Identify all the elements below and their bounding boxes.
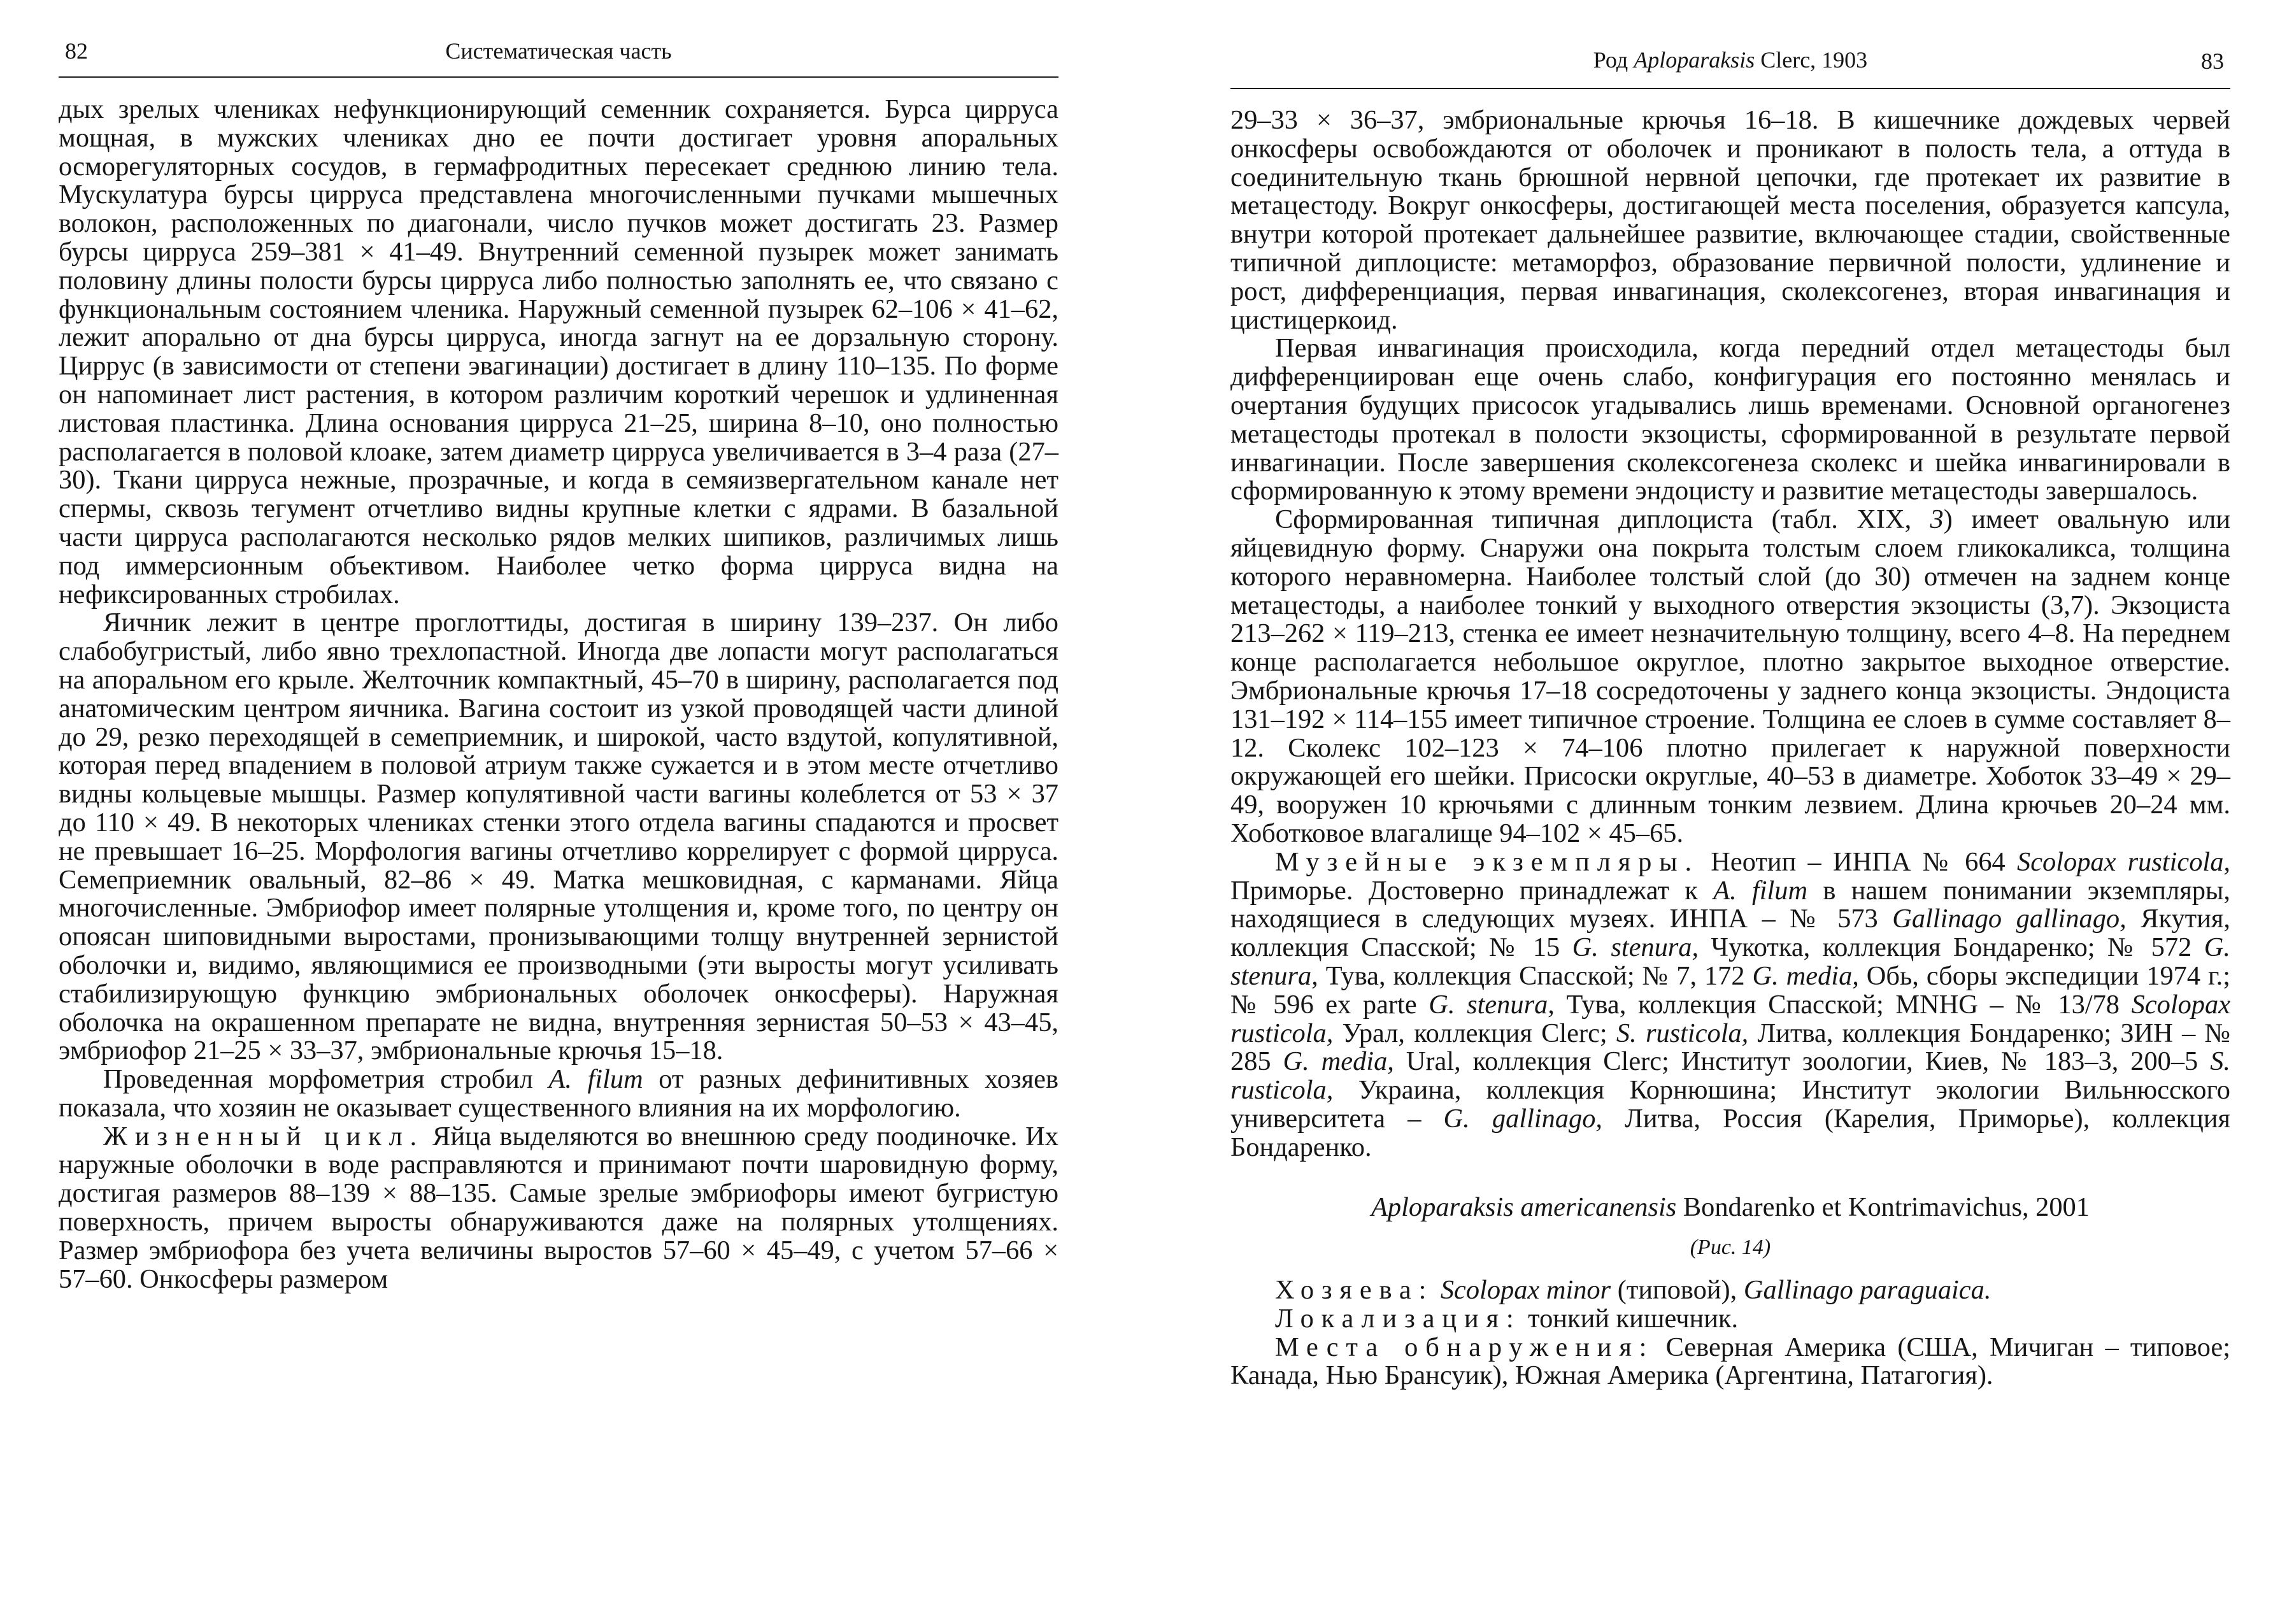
right-body-text bbox=[1230, 106, 2230, 1390]
museum-heading: Музейные экземпляры. bbox=[1275, 846, 1700, 877]
museum-text bbox=[1230, 847, 2230, 1162]
paragraph-development: 29–33 × 36–37, эмбриональные крючья 16–18. В кишечнике дождевых червей онкосферы освобождаются от оболочек и проникают в полость тела, а оттуда в соединительную ткань брюшной нервной цепочки, где протекает их развитие в метацестоду. Вокруг онкосферы, достигающей места поселения, образуется капсула, внутри которой протекает дальнейшее развитие, включающее стадии, свойственные типичной диплоцисте: метаморфоз, образование первичной полости, удлинение и рост, дифференциация, первая инвагинация, сколексогенез, вторая инвагинация и цистицеркоид. bbox=[1230, 105, 2230, 335]
figure-reference: (Рис. 14) bbox=[1690, 1236, 1771, 1260]
paragraph-morphometry bbox=[59, 1065, 1058, 1123]
text-run bbox=[1434, 1275, 1441, 1305]
text-run: Обь, сборы экспедиции 1974 г.; № 596 ex parte bbox=[1230, 960, 2230, 1020]
species-authority: Bondarenko et Kontrimavichus, 2001 bbox=[1676, 1192, 2090, 1223]
paragraph-localities bbox=[1230, 1334, 2230, 1391]
taxon-name: Scolopax minor bbox=[1440, 1275, 1611, 1306]
localities-heading: Места обнаружения: bbox=[1275, 1332, 1655, 1362]
localization-text: тонкий кишечник. bbox=[1521, 1303, 1739, 1334]
text-run: (типовой), bbox=[1611, 1275, 1744, 1306]
life-cycle-heading: Жизненный цикл. bbox=[103, 1121, 425, 1151]
species-heading bbox=[1230, 1193, 2230, 1222]
text-run: Якутия, коллекция Спасской; № 15 bbox=[1230, 904, 2230, 963]
paragraph-cirrus: дых зрелых члениках нефункционирующий семенник сохраняется. Бурса цирруса мощная, в мужских члениках дно ее почти достигает уровня апоральных осморегуляторных сосудов, в гермафродитных пересекает среднюю линию тела. Мускулатура бурсы цирруса представлена многочисленными пучками мышечных волокон, расположенных по диагонали, число пучков может достигать 23. Размер бурсы цирруса 259–381 × 41–49. Внутренний семенной пузырек может занимать половину длины полости бурсы цирруса либо полностью заполнять ее, что связано с функциональным состоянием членика. Наружный семенной пузырек 62–106 × 41–62, лежит апорально от дна бурсы цирруса, иногда загнут на ее дорзальную сторону. Циррус (в зависимости от степени эвагинации) достигает в длину 110–135. По форме он напоминает лист растения, в котором различим короткий черешок и удлиненная листовая пластинка. Длина основания цирруса 21–25, ширина 8–10, оно полностью располагается в половой клоаке, затем диаметр цирруса увеличивается в 3–4 раза (27–30). Ткани цирруса нежные, прозрачные, и когда в семяизвергательном канале нет спермы, сквозь тегумент отчетливо видны крупные клетки с ядрами. В базальной части цирруса располагаются несколько рядов мелких шипиков, различимых лишь под иммерсионным объективом. Наиболее четко форма цирруса видна на нефиксированных стробилах. bbox=[59, 94, 1058, 609]
text-run: Тува, коллекция Спасской; № 7, 172 bbox=[1318, 960, 1753, 991]
taxon-name: Gallinago gallinago, bbox=[1892, 904, 2127, 934]
localization-heading: Локализация: bbox=[1275, 1303, 1521, 1334]
left-header-rule bbox=[59, 76, 1058, 78]
paragraph-ovary: Яичник лежит в центре проглоттиды, достигая в ширину 139–237. Он либо слабобугристый, либо явно трехлопастной. Иногда две лопасти могут располагаться на апоральном его крыле. Желточник компактный, 45–70 в ширину, располагается под анатомическим центром яичника. Вагина состоит из узкой проводящей части длиной до 29, резко переходящей в семеприемник, и широкой, часто вздутой, копулятивной, которая перед впадением в половой атриум также сужается и в этом месте отчетливо видны кольцевые мышцы. Размер копулятивной части вагины колеблется от 53 × 37 до 110 × 49. В некоторых члениках стенки этого отдела вагины спадаются и просвет не превышает 16–25. Морфология вагины отчетливо коррелирует с формой цирруса. Семеприемник овальный, 82–86 × 49. Матка мешковидная, с карманами. Яйца многочисленные. Эмбриофор имеет полярные утолщения и, кроме того, по центру он опоясан шиповидными выростами, пронизывающими толщу внутренней зернистой оболочки и, видимо, являющимися ее производными (эти выросты могут усиливать стабилизирующую функцию эмбриональных оболочек онкосферы). Наружная оболочка на окрашенном препарате не видна, внутренняя зернистая 50–53 × 43–45, эмбриофор 21–25 × 33–37, эмбриональные крючья 15–18. bbox=[59, 608, 1058, 1066]
localities-text: Северная Америка (США, Мичиган – типовое; Канада, Нью Брансуик), Южная Америка (Аргентина, Патагогия). bbox=[1230, 1332, 2230, 1391]
taxon-name: Scolopax rusticola, bbox=[2017, 846, 2231, 877]
left-page bbox=[59, 0, 1058, 1624]
morphometry-text-1: Проведенная морфометрия стробил bbox=[103, 1064, 549, 1095]
left-running-title: Систематическая часть bbox=[445, 38, 672, 64]
taxon-name: A. filum bbox=[1713, 875, 1808, 906]
paragraph-invagination: Первая инвагинация происходила, когда передний отдел метацестоды был дифференциирован еще очень слабо, конфигурация его постоянно менялась и очертания будущих присосок угадывались лишь временами. Основной органогенез метацестоды протекал в полости экзоцисты, сформированной в результате первой инвагинации. После завершения сколексогенеза сколекс и шейка инвагинировали в сформированную к этому времени эндоцисту и развитие метацестоды завершалось. bbox=[1230, 333, 2230, 506]
taxon-name: G. stenura, bbox=[1230, 932, 2231, 991]
running-title-prefix: Род bbox=[1593, 47, 1634, 73]
right-header-rule bbox=[1230, 88, 2230, 89]
taxon-name: G. media, bbox=[1283, 1046, 1394, 1077]
paragraph-localization bbox=[1230, 1305, 2230, 1334]
taxon-name: G. stenura, bbox=[1572, 932, 1699, 963]
paragraph-museum-specimens bbox=[1230, 848, 2230, 1162]
taxon-name: Gallinago paraguaica. bbox=[1743, 1275, 1991, 1306]
diplocyst-text-1: Сформированная типичная диплоциста (табл. XIX, bbox=[1275, 504, 1930, 535]
plate-reference: 3 bbox=[1930, 504, 1944, 535]
species-name: Aploparaksis americanensis bbox=[1371, 1192, 1677, 1223]
running-title-genus: Aploparaksis bbox=[1634, 47, 1755, 73]
text-run: Тува, коллекция Спасской; MNHG – № 13/78 bbox=[1554, 989, 2132, 1020]
paragraph-life-cycle bbox=[59, 1123, 1058, 1294]
morphometry-text-2: от разных дефинитивных хозяев показала, что хозяин не оказывает существенного влияния на их морфологию. bbox=[59, 1064, 1058, 1123]
right-page-number: 83 bbox=[2201, 48, 2224, 74]
text-run: Украина, коллекция Корнюшина; Институт экологии Вильнюсского университета – bbox=[1230, 1075, 2230, 1134]
left-page-number: 82 bbox=[65, 38, 88, 64]
left-running-head bbox=[59, 31, 1058, 71]
paragraph-diplocyst bbox=[1230, 506, 2230, 848]
taxon-name: G. gallinago, bbox=[1443, 1103, 1603, 1134]
text-run: Ural, коллекция Clerc; Институт зоологии, Киев, № 183–3, 200–5 bbox=[1393, 1046, 2211, 1077]
taxon-a-filum: A. filum bbox=[548, 1064, 643, 1095]
text-run: Литва, коллекция Бондаренко; ЗИН – № 285 bbox=[1230, 1018, 2230, 1077]
paragraph-hosts bbox=[1230, 1276, 2230, 1305]
right-running-title bbox=[1230, 39, 2230, 80]
text-run: Неотип – ИНПА № 664 bbox=[1699, 846, 2018, 877]
taxon-name: S. rusticola, bbox=[1230, 1046, 2230, 1106]
taxon-name: G. media, bbox=[1752, 960, 1859, 991]
right-running-head bbox=[1230, 31, 2230, 74]
taxon-name: G. stenura, bbox=[1429, 989, 1555, 1020]
life-cycle-text: Яйца выделяются во внешнюю среду поодиночке. Их наружные оболочки в воде расправляются и принимают почти шаровидную форму, достигая размеров 88–139 × 88–135. Самые зрелые эмбриофоры имеют бугристую поверхность, причем выросты обнаруживаются даже на полярных утолщениях. Размер эмбриофора без учета величины выростов 57–60 × 45–49, с учетом 57–66 × 57–60. Онкосферы размером bbox=[59, 1121, 1058, 1294]
text-run: Литва, Россия (Карелия, Приморье), коллекция Бондаренко. bbox=[1230, 1103, 2231, 1162]
hosts-text bbox=[1434, 1275, 1991, 1305]
taxon-name: Scolopax rusticola, bbox=[1230, 989, 2231, 1048]
text-run: в нашем понимании экземпляры, находящиеся в следующих музеях. ИНПА – № 573 bbox=[1230, 875, 2230, 934]
diplocyst-text-2: ) имеет овальную или яйцевидную форму. Снаружи она покрыта толстым слоем гликокаликса, толщина которого неравномерна. Наиболее толстый слой (до 30) отмечен на заднем конце метацестоды, а наиболее тонкий у выходного отверстия экзоцисты (3,7). Экзоциста 213–262 × 119–213, стенка ее имеет незначительную толщину, всего 4–8. На переднем конце располагается небольшое округлое, плотно закрытое выходное отверстие. Эмбриональные крючья 17–18 сосредоточены у заднего конца экзоцисты. Эндоциста 131–192 × 114–155 имеет типичное строение. Толщина ее слоев в сумме составляет 8–12. Сколекс 102–123 × 74–106 плотно прилегает к наружной поверхности окружающей его шейки. Присоски округлые, 40–53 в диаметре. Хоботок 33–49 × 29–49, вооружен 10 крючьями с длинным тонким лезвием. Длина крючьев 20–24 мм. Хоботковое влагалище 94–102 × 45–65. bbox=[1230, 504, 2230, 848]
taxon-name: S. rusticola, bbox=[1616, 1018, 1749, 1048]
left-body-text bbox=[59, 96, 1058, 1293]
right-page bbox=[1230, 0, 2230, 1624]
running-title-suffix: Clerc, 1903 bbox=[1755, 47, 1868, 73]
text-run: Чукотка, коллекция Бондаренко; № 572 bbox=[1699, 932, 2204, 963]
text-run: Приморье. Достоверно принадлежат к bbox=[1230, 875, 1714, 906]
hosts-heading: Хозяева: bbox=[1275, 1275, 1434, 1306]
text-run: Урал, коллекция Clerc; bbox=[1333, 1018, 1616, 1048]
